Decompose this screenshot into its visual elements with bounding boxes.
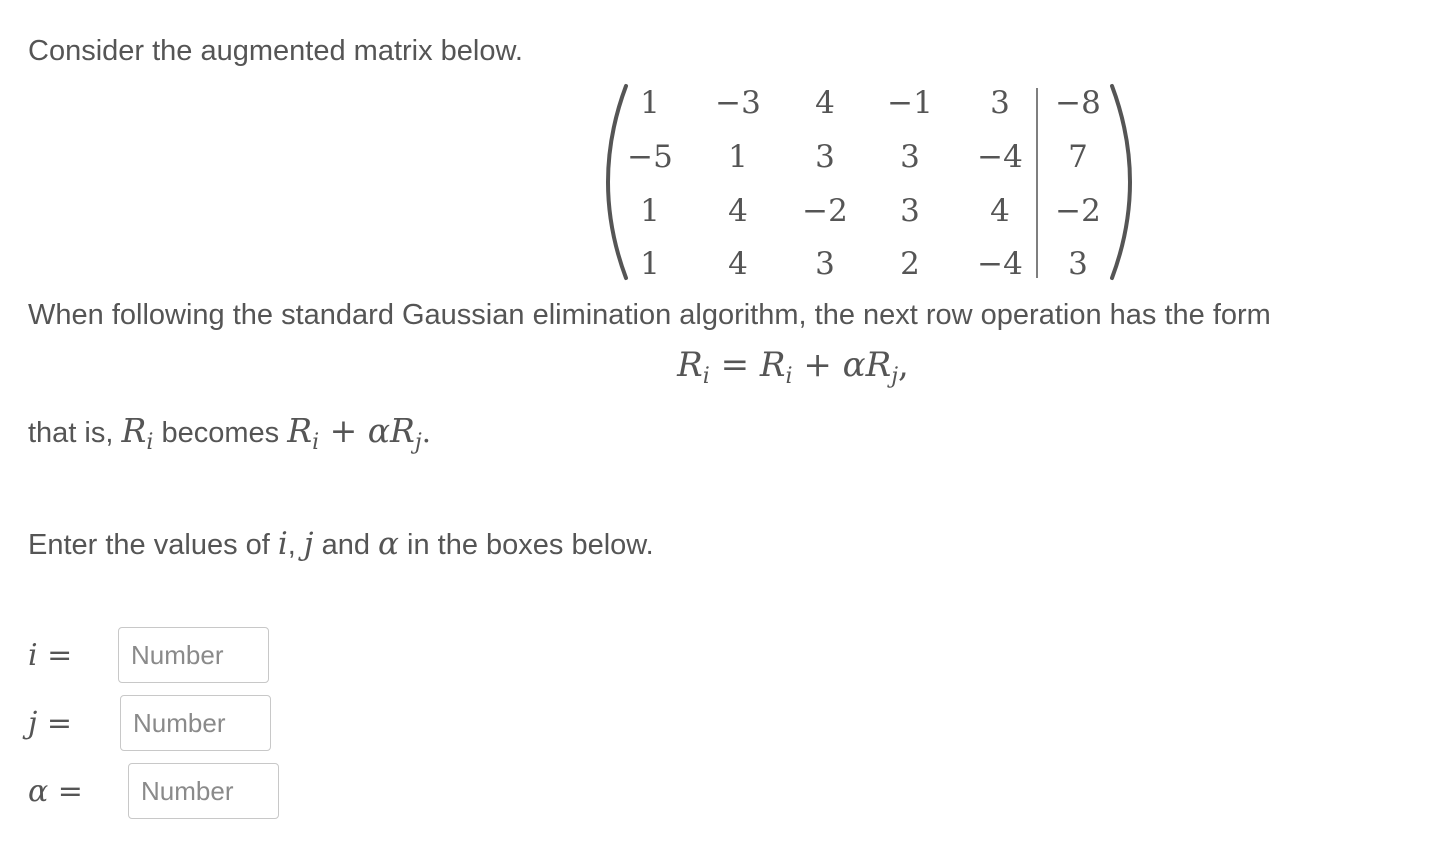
formula-lhs-sub: i [702,364,710,389]
instruction-text [28,526,654,562]
formula-r1: R [759,345,786,385]
matrix-cell: 4 [990,193,1010,229]
j-label [28,706,72,741]
matrix-cell: 4 [815,85,835,121]
j-input[interactable] [120,695,271,751]
matrix-cell: 3 [990,85,1010,121]
matrix-cell: −3 [715,85,761,121]
formula-end: , [898,345,909,385]
formula-plus: + [792,345,843,385]
that-is-prefix: that is, [28,417,122,449]
matrix-cell: −1 [887,85,933,121]
instruction-alpha: α [378,526,399,562]
instruction-i: i [277,526,288,562]
matrix-cell: 1 [640,85,660,121]
matrix-cell: 1 [728,139,748,175]
matrix-cell: 4 [728,246,748,282]
instruction-j: j [303,526,314,562]
i-equals: = [37,638,73,673]
matrix-cell: −4 [977,246,1023,282]
j-symbol: j [28,706,38,741]
that-is-end: . [421,415,431,449]
matrix-cell: 4 [728,193,748,229]
matrix-rhs-cell: −8 [1055,85,1101,121]
row-operation-formula [0,345,1446,389]
matrix-rhs-cell: −2 [1055,193,1101,229]
that-is-text [28,411,431,455]
instruction-comma: , [287,529,304,561]
formula-alpha: αR [842,345,892,385]
that-is-r2: R [287,411,313,450]
matrix-rhs-cell: 3 [1068,246,1088,282]
intro-text: Consider the augmented matrix below. [28,35,523,67]
formula-r1-sub: i [785,364,793,389]
that-is-r-sub: i [146,430,154,455]
that-is-alpha: αR [367,411,415,450]
instruction-suffix: in the boxes below. [398,529,654,561]
alpha-label [28,774,83,809]
matrix-cell: 3 [900,139,920,175]
alpha-input[interactable] [128,763,279,819]
matrix-cell: 1 [640,246,660,282]
formula-equals: = [709,345,760,385]
matrix-cell: 1 [640,193,660,229]
j-equals: = [37,706,72,741]
instruction-prefix: Enter the values of [28,529,278,561]
formula-lhs: R [677,345,703,385]
that-is-plus: + [319,411,368,450]
formula-alpha-sub: j [891,364,899,389]
i-input[interactable] [118,627,269,683]
i-symbol: i [28,638,38,673]
that-is-becomes: becomes [153,417,288,449]
alpha-symbol: α [28,774,49,809]
matrix-cell: 3 [815,139,835,175]
matrix-cell: −4 [977,139,1023,175]
matrix-cell: −2 [802,193,848,229]
matrix-cell: 3 [815,246,835,282]
matrix-cell: −5 [627,139,673,175]
that-is-alpha-sub: j [414,430,422,455]
that-is-r2-sub: i [312,430,320,455]
augmented-matrix [590,82,1140,282]
matrix-cell: 2 [900,246,920,282]
i-label [28,638,73,673]
alpha-equals: = [48,774,83,809]
matrix-rhs-cell: 7 [1068,139,1088,175]
matrix-cell: 3 [900,193,920,229]
that-is-r: R [121,411,147,450]
description-text: When following the standard Gaussian elimination algorithm, the next row operation has the form [28,299,1271,331]
instruction-and: and [313,529,379,561]
